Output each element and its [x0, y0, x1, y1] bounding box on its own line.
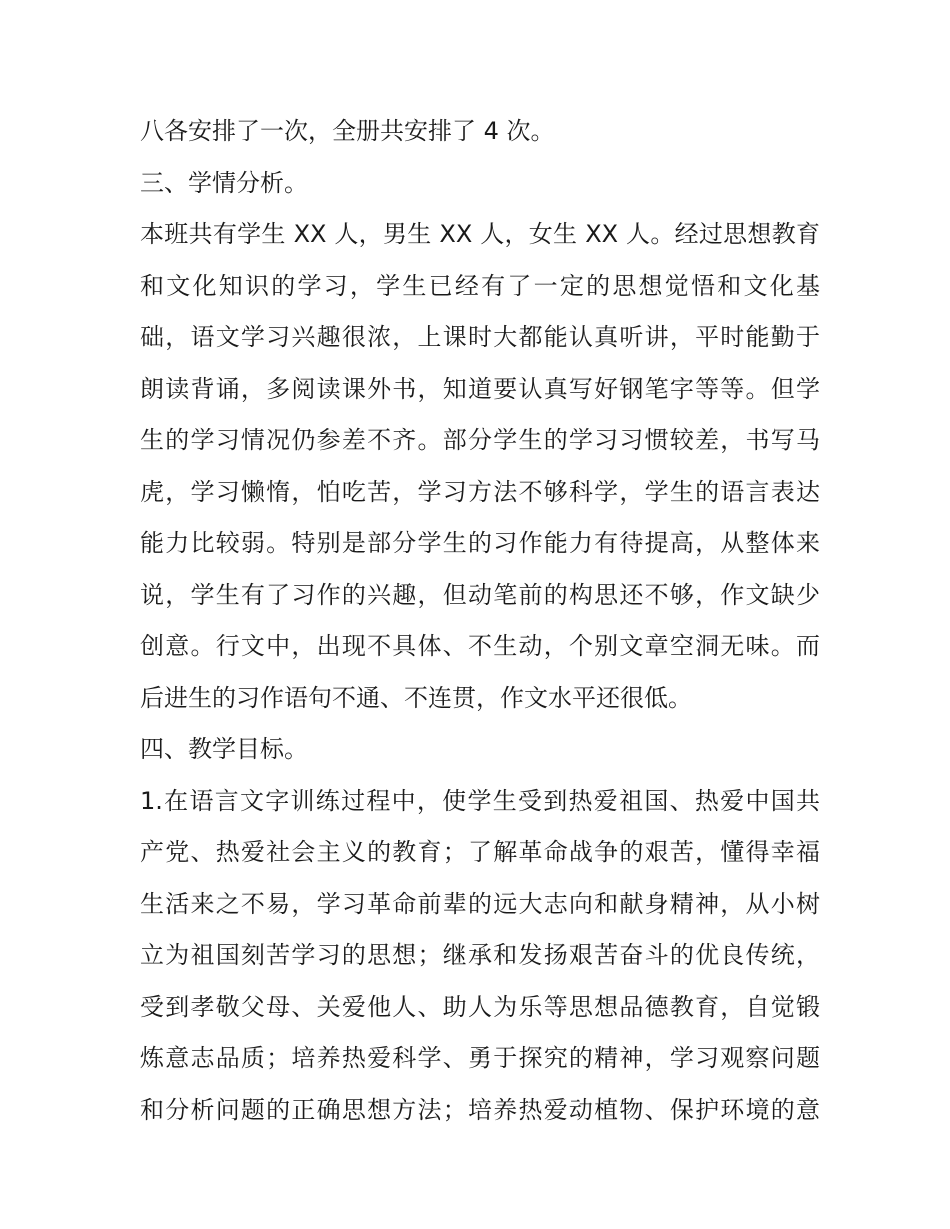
text-line: 产党、热爱社会主义的教育；了解革命战争的艰苦，懂得幸福	[140, 838, 820, 866]
text-line: 本班共有学生 XX 人，男生 XX 人，女生 XX 人。经过思想教育	[140, 220, 820, 248]
text-line: 受到孝敬父母、关爱他人、助人为乐等思想品德教育，自觉锻	[140, 992, 820, 1021]
text-line: 础，语文学习兴趣很浓，上课时大都能认真听讲，平时能勤于	[140, 323, 820, 351]
text-line: 朗读背诵，多阅读课外书，知道要认真写好钢笔字等等。但学	[140, 374, 820, 403]
text-line: 能力比较弱。特别是部分学生的习作能力有待提高，从整体来	[140, 529, 820, 557]
text-line: 八各安排了一次，全册共安排了 4 次。	[140, 117, 555, 145]
text-line: 和文化知识的学习，学生已经有了一定的思想觉悟和文化基	[140, 271, 820, 300]
document-body	[140, 106, 820, 1136]
text-line: 1.在语言文字训练过程中，使学生受到热爱祖国、热爱中国共	[140, 786, 820, 815]
text-line: 后进生的习作语句不通、不连贯，作文水平还很低。	[140, 683, 692, 712]
text-line: 虎，学习懒惰，怕吃苦，学习方法不够科学，学生的语言表达	[140, 477, 820, 506]
text-line: 生的学习情况仍参差不齐。部分学生的学习习惯较差，书写马	[140, 426, 820, 454]
text-line: 生活来之不易，学习革命前辈的远大志向和献身精神，从小树	[140, 889, 820, 918]
section-heading: 三、学情分析。	[140, 168, 308, 197]
text-line: 立为祖国刻苦学习的思想；继承和发扬艰苦奋斗的优良传统，	[140, 941, 820, 969]
section-heading: 四、教学目标。	[140, 735, 308, 763]
text-line: 说，学生有了习作的兴趣，但动笔前的构思还不够，作文缺少	[140, 580, 820, 609]
text-line: 创意。行文中，出现不具体、不生动，个别文章空洞无味。而	[140, 632, 820, 660]
text-line: 炼意志品质；培养热爱科学、勇于探究的精神，学习观察问题	[140, 1044, 820, 1072]
text-line: 和分析问题的正确思想方法；培养热爱动植物、保护环境的意	[140, 1095, 820, 1124]
